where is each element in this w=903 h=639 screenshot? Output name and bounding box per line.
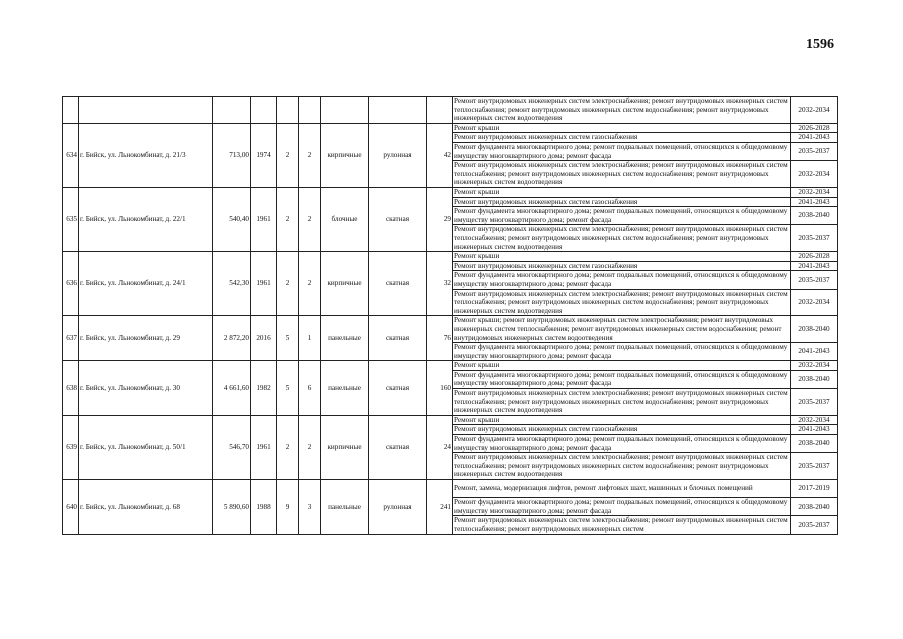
work-type-cell: Ремонт фундамента многоквартирного дома; ремонт подвальных помещений, относящихся к общедомовому имуществу многоквартирного дома; ремонт фасада (453, 343, 791, 361)
address-cell: г. Бийск, ул. Льнокомбинат, д. 50/1 (79, 415, 213, 479)
work-type-cell: Ремонт внутридомовых инженерных систем газоснабжения (453, 197, 791, 207)
work-type-cell: Ремонт внутридомовых инженерных систем электроснабжения; ремонт внутридомовых инженерных систем теплоснабжения; ремонт внутридомовых инженерных систем водоснабжения; ремонт внутридомовых инженерных систем водоотведения (453, 453, 791, 480)
wall-material-cell: панельные (321, 316, 369, 361)
work-type-cell: Ремонт внутридомовых инженерных систем электроснабжения; ремонт внутридомовых инженерных систем теплоснабжения; ремонт внутридомовых инженерных систем водоснабжения; ремонт внутридомовых инженерных систем водоотведения (453, 225, 791, 252)
area-cell: 713,00 (213, 123, 251, 187)
house-number-cell: 635 (63, 187, 79, 251)
work-type-cell: Ремонт крыши (453, 252, 791, 262)
house-number-cell: 638 (63, 361, 79, 416)
apartments-cell: 29 (427, 187, 453, 251)
roof-type-cell: скатная (369, 252, 427, 316)
work-type-cell: Ремонт фундамента многоквартирного дома; ремонт подвальных помещений, относящихся к общедомовому имуществу многоквартирного дома; ремонт фасада (453, 498, 791, 516)
year-cell: 1974 (251, 123, 277, 187)
period-cell: 2041-2043 (791, 425, 838, 435)
floors-cell: 2 (277, 123, 299, 187)
entrances-cell: 2 (299, 415, 321, 479)
period-cell: 2038-2040 (791, 207, 838, 225)
entrances-cell: 2 (299, 123, 321, 187)
period-cell: 2026-2028 (791, 252, 838, 262)
period-cell: 2035-2037 (791, 453, 838, 480)
work-type-cell: Ремонт фундамента многоквартирного дома; ремонт подвальных помещений, относящихся к общедомовому имуществу многоквартирного дома; ремонт фасада (453, 435, 791, 453)
period-cell: 2032-2034 (791, 361, 838, 371)
wall-material-cell: кирпичные (321, 123, 369, 187)
period-cell: 2041-2043 (791, 261, 838, 271)
apartments-cell: 32 (427, 252, 453, 316)
year-cell: 1961 (251, 415, 277, 479)
period-cell: 2035-2037 (791, 271, 838, 289)
year-cell: 1961 (251, 252, 277, 316)
area-cell: 2 872,20 (213, 316, 251, 361)
house-number-cell: 636 (63, 252, 79, 316)
period-cell: 2032-2034 (791, 187, 838, 197)
floors-cell: 9 (277, 480, 299, 535)
wall-material-cell: блочные (321, 187, 369, 251)
roof-type-cell (369, 97, 427, 124)
work-type-cell: Ремонт фундамента многоквартирного дома; ремонт подвальных помещений, относящихся к общедомовому имуществу многоквартирного дома; ремонт фасада (453, 370, 791, 388)
floors-cell: 2 (277, 252, 299, 316)
table-row (63, 415, 838, 425)
period-cell: 2038-2040 (791, 316, 838, 343)
address-cell: г. Бийск, ул. Льнокомбинат, д. 30 (79, 361, 213, 416)
entrances-cell: 2 (299, 187, 321, 251)
housing-repair-table (62, 96, 838, 535)
house-number-cell: 634 (63, 123, 79, 187)
area-cell: 540,40 (213, 187, 251, 251)
period-cell: 2041-2043 (791, 343, 838, 361)
entrances-cell: 3 (299, 480, 321, 535)
area-cell (213, 97, 251, 124)
period-cell: 2038-2040 (791, 498, 838, 516)
period-cell: 2032-2034 (791, 415, 838, 425)
floors-cell (277, 97, 299, 124)
year-cell: 1982 (251, 361, 277, 416)
work-type-cell: Ремонт, замена, модернизация лифтов, ремонт лифтовых шахт, машинных и блочных помещений (453, 480, 791, 498)
floors-cell: 2 (277, 415, 299, 479)
roof-type-cell: скатная (369, 361, 427, 416)
work-type-cell: Ремонт фундамента многоквартирного дома; ремонт подвальных помещений, относящихся к общедомовому имуществу многоквартирного дома; ремонт фасада (453, 271, 791, 289)
work-type-cell: Ремонт внутридомовых инженерных систем электроснабжения; ремонт внутридомовых инженерных систем теплоснабжения; ремонт внутридомовых инженерных систем водоснабжения; ремонт внутридомовых инженерных систем водоотведения (453, 161, 791, 188)
year-cell: 1961 (251, 187, 277, 251)
wall-material-cell: панельные (321, 361, 369, 416)
table-row (63, 480, 838, 498)
work-type-cell: Ремонт фундамента многоквартирного дома; ремонт подвальных помещений, относящихся к общедомовому имуществу многоквартирного дома; ремонт фасада (453, 207, 791, 225)
period-cell: 2035-2037 (791, 142, 838, 160)
work-type-cell: Ремонт крыши (453, 361, 791, 371)
work-type-cell: Ремонт внутридомовых инженерных систем электроснабжения; ремонт внутридомовых инженерных систем теплоснабжения; ремонт внутридомовых инженерных систем водоснабжения; ремонт внутридомовых инженерных систем водоотведения (453, 289, 791, 316)
floors-cell: 5 (277, 361, 299, 416)
work-type-cell: Ремонт внутридомовых инженерных систем газоснабжения (453, 133, 791, 143)
table-row (63, 316, 838, 343)
period-cell: 2017-2019 (791, 480, 838, 498)
apartments-cell: 24 (427, 415, 453, 479)
year-cell: 1988 (251, 480, 277, 535)
period-cell: 2032-2034 (791, 289, 838, 316)
year-cell (251, 97, 277, 124)
table-row (63, 361, 838, 371)
area-cell: 546,70 (213, 415, 251, 479)
area-cell: 4 661,60 (213, 361, 251, 416)
work-type-cell: Ремонт внутридомовых инженерных систем электроснабжения; ремонт внутридомовых инженерных систем теплоснабжения; ремонт внутридомовых инженерных систем водоснабжения; ремонт внутридомовых инженерных систем водоотведения (453, 97, 791, 124)
area-cell: 542,30 (213, 252, 251, 316)
address-cell (79, 97, 213, 124)
address-cell: г. Бийск, ул. Льнокомбинат, д. 68 (79, 480, 213, 535)
period-cell: 2038-2040 (791, 370, 838, 388)
roof-type-cell: рулонная (369, 480, 427, 535)
apartments-cell: 241 (427, 480, 453, 535)
period-cell: 2035-2037 (791, 389, 838, 416)
work-type-cell: Ремонт фундамента многоквартирного дома; ремонт подвальных помещений, относящихся к общедомовому имуществу многоквартирного дома; ремонт фасада (453, 142, 791, 160)
period-cell: 2041-2043 (791, 197, 838, 207)
table-row (63, 252, 838, 262)
apartments-cell: 160 (427, 361, 453, 416)
house-number-cell: 637 (63, 316, 79, 361)
page-number: 1596 (806, 37, 834, 52)
wall-material-cell: кирпичные (321, 252, 369, 316)
house-number-cell: 640 (63, 480, 79, 535)
period-cell: 2038-2040 (791, 435, 838, 453)
entrances-cell (299, 97, 321, 124)
floors-cell: 5 (277, 316, 299, 361)
area-cell: 5 890,60 (213, 480, 251, 535)
work-type-cell: Ремонт крыши (453, 187, 791, 197)
year-cell: 2016 (251, 316, 277, 361)
entrances-cell: 1 (299, 316, 321, 361)
work-type-cell: Ремонт крыши (453, 123, 791, 133)
period-cell: 2032-2034 (791, 97, 838, 124)
work-type-cell: Ремонт внутридомовых инженерных систем электроснабжения; ремонт внутридомовых инженерных систем теплоснабжения; ремонт внутридомовых инженерных систем водоснабжения; ремонт внутридомовых инженерных систем водоотведения (453, 389, 791, 416)
work-type-cell: Ремонт крыши; ремонт внутридомовых инженерных систем электроснабжения; ремонт внутридомовых инженерных систем теплоснабжения; ремонт внутридомовых инженерных систем водоснабжения; ремонт внутридомовых инженерных систем водоотведения (453, 316, 791, 343)
table-row (63, 97, 838, 124)
wall-material-cell (321, 97, 369, 124)
period-cell: 2041-2043 (791, 133, 838, 143)
wall-material-cell: кирпичные (321, 415, 369, 479)
work-type-cell: Ремонт внутридомовых инженерных систем электроснабжения; ремонт внутридомовых инженерных систем теплоснабжения; ремонт внутридомовых инженерных систем (453, 516, 791, 534)
table-row (63, 123, 838, 133)
roof-type-cell: рулонная (369, 123, 427, 187)
table-row (63, 187, 838, 197)
table-body (63, 97, 838, 535)
apartments-cell (427, 97, 453, 124)
roof-type-cell: скатная (369, 316, 427, 361)
work-type-cell: Ремонт внутридомовых инженерных систем газоснабжения (453, 261, 791, 271)
floors-cell: 2 (277, 187, 299, 251)
period-cell: 2035-2037 (791, 225, 838, 252)
house-number-cell: 639 (63, 415, 79, 479)
period-cell: 2032-2034 (791, 161, 838, 188)
address-cell: г. Бийск, ул. Льнокомбинат, д. 24/1 (79, 252, 213, 316)
period-cell: 2026-2028 (791, 123, 838, 133)
wall-material-cell: панельные (321, 480, 369, 535)
address-cell: г. Бийск, ул. Льнокомбинат, д. 29 (79, 316, 213, 361)
entrances-cell: 6 (299, 361, 321, 416)
roof-type-cell: скатная (369, 415, 427, 479)
work-type-cell: Ремонт крыши (453, 415, 791, 425)
address-cell: г. Бийск, ул. Льнокомбинат, д. 21/3 (79, 123, 213, 187)
apartments-cell: 76 (427, 316, 453, 361)
address-cell: г. Бийск, ул. Льнокомбинат, д. 22/1 (79, 187, 213, 251)
roof-type-cell: скатная (369, 187, 427, 251)
entrances-cell: 2 (299, 252, 321, 316)
work-type-cell: Ремонт внутридомовых инженерных систем газоснабжения (453, 425, 791, 435)
period-cell: 2035-2037 (791, 516, 838, 534)
apartments-cell: 42 (427, 123, 453, 187)
house-number-cell (63, 97, 79, 124)
